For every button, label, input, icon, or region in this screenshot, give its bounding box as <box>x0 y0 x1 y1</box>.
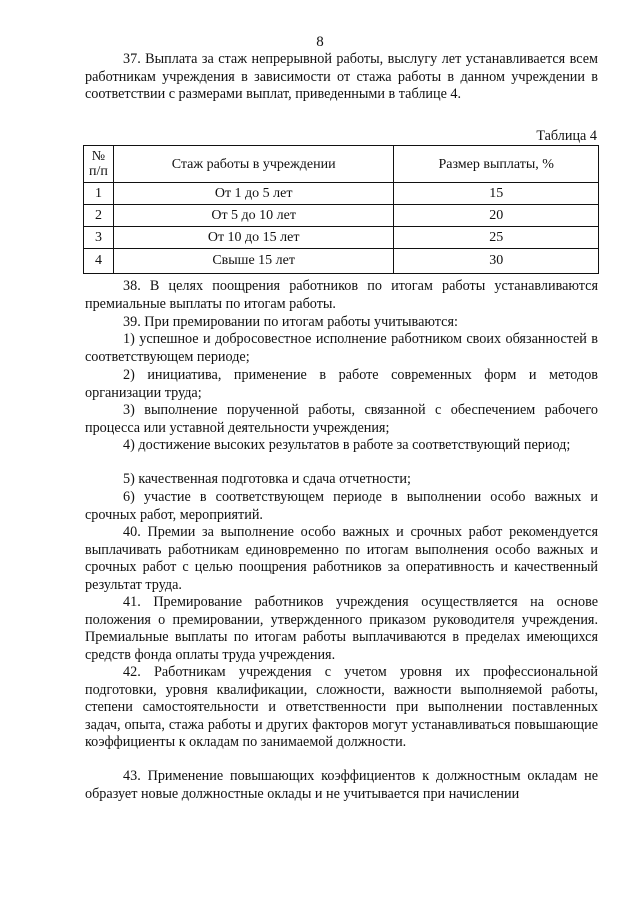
paragraph-37: 37. Выплата за стаж непрерывной работы, выслугу лет устанавливается всем работникам учреждения в зависимости от стажа работы в данном учреждении в соответствии с размерами выплат, приведенными в таблице 4. <box>85 51 598 103</box>
paragraph-43: 43. Применение повышающих коэффициентов к должностным окладам не образует новые должностные оклады и не учитывается при начислении <box>85 768 598 802</box>
table-row <box>84 227 599 249</box>
table-row <box>84 205 599 227</box>
row-number: 3 <box>84 227 114 249</box>
row-amount: 25 <box>394 227 599 249</box>
seniority-table <box>83 145 599 274</box>
list-item-6: 6) участие в соответствующем периоде в выполнении особо важных и срочных работ, мероприятий. <box>85 489 598 523</box>
row-amount: 30 <box>394 249 599 274</box>
header-number-line1: № <box>91 149 106 164</box>
row-stage: От 10 до 15 лет <box>113 227 393 249</box>
paragraph-41: 41. Премирование работников учреждения осуществляется на основе положения о премировании, утвержденного приказом руководителя учреждения. Премиальные выплаты по итогам работы выплачиваются в пределах имеющихся средств фонда оплаты труда учреждения. <box>85 594 598 663</box>
table-row <box>84 249 599 274</box>
row-amount: 15 <box>394 183 599 205</box>
table-header-row <box>84 146 599 183</box>
paragraph-38: 38. В целях поощрения работников по итогам работы устанавливаются премиальные выплаты по итогам работы. <box>85 278 598 312</box>
list-item-4: 4) достижение высоких результатов в работе за соответствующий период; <box>123 437 571 453</box>
row-stage: Свыше 15 лет <box>113 249 393 274</box>
row-amount: 20 <box>394 205 599 227</box>
paragraph-39: 39. При премировании по итогам работы учитываются: <box>123 314 458 330</box>
header-amount: Размер выплаты, % <box>394 146 599 183</box>
header-number-line2: п/п <box>89 164 108 179</box>
list-item-1: 1) успешное и добросовестное исполнение работником своих обязанностей в соответствующем периоде; <box>85 331 598 365</box>
row-stage: От 5 до 10 лет <box>113 205 393 227</box>
row-number: 1 <box>84 183 114 205</box>
page-number: 8 <box>316 34 324 50</box>
list-item-3: 3) выполнение порученной работы, связанной с обеспечением рабочего процесса или уставной деятельности учреждения; <box>85 402 598 436</box>
table-caption: Таблица 4 <box>536 128 597 144</box>
header-number <box>84 146 114 183</box>
list-item-2: 2) инициатива, применение в работе современных форм и методов организации труда; <box>85 367 598 401</box>
row-stage: От 1 до 5 лет <box>113 183 393 205</box>
paragraph-40: 40. Премии за выполнение особо важных и срочных работ рекомендуется выплачивать работникам единовременно по итогам выполнения особо важных и срочных работ с целью поощрения работников за оперативность и качественный результат труда. <box>85 524 598 593</box>
paragraph-42: 42. Работникам учреждения с учетом уровня их профессиональной подготовки, уровня квалификации, сложности, важности выполняемой работы, степени самостоятельности и ответственности при выполнении поставленных задач, опыта, стажа работы и других факторов могут устанавливаться повышающие коэффициенты к окладам по занимаемой должности. <box>85 664 598 751</box>
list-item-5: 5) качественная подготовка и сдача отчетности; <box>123 471 411 487</box>
table-row <box>84 183 599 205</box>
row-number: 2 <box>84 205 114 227</box>
header-stage: Стаж работы в учреждении <box>113 146 393 183</box>
row-number: 4 <box>84 249 114 274</box>
